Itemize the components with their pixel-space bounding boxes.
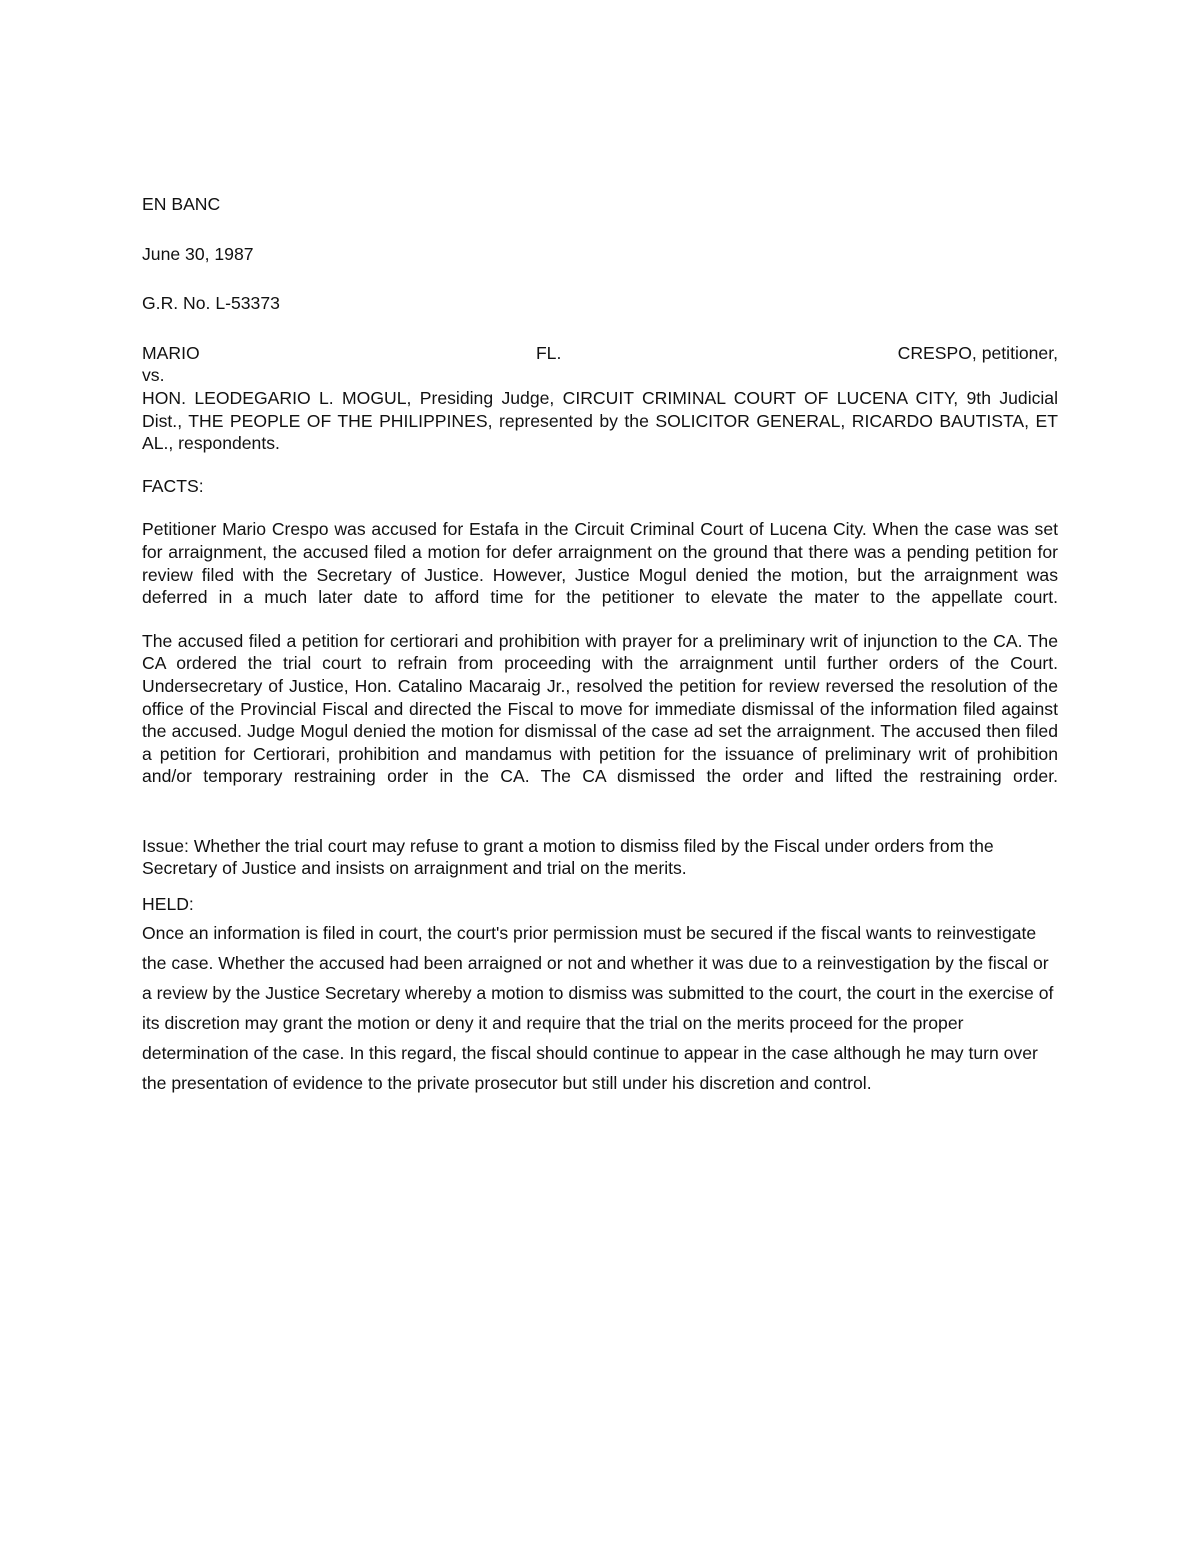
document-page [142,193,1058,1098]
respondents-caption: HON. LEODEGARIO L. MOGUL, Presiding Judge, CIRCUIT CRIMINAL COURT OF LUCENA CITY, 9th Judicial Dist., THE PEOPLE OF THE PHILIPPINES, represented by the SOLICITOR GENERAL, RICARDO BAUTISTA, ET AL., respondents. [142,387,1058,454]
petitioner-first-name: MARIO [142,342,200,363]
held-paragraph: Once an information is filed in court, the court's prior permission must be secured if the fiscal wants to reinvestigate the case. Whether the accused had been arraigned or not and whether it was due to a reinvestigation by the fiscal or a review by the Justice Secretary whereby a motion to dismiss was submitted to the court, the court in the exercise of its discretion may grant the motion or deny it and require that the trial on the merits proceed for the proper determination of the case. In this regard, the fiscal should continue to appear in the case although he may turn over the presentation of evidence to the private prosecutor but still under his discretion and control. [142,922,1054,1093]
facts-paragraph-2: The accused filed a petition for certiorari and prohibition with prayer for a preliminary writ of injunction to the CA. The CA ordered the trial court to refrain from proceeding with the arraignment until further orders of the Court. Undersecretary of Justice, Hon. Catalino Macaraig Jr., resolved the petition for review reversed the resolution of the office of the Provincial Fiscal and directed the Fiscal to move for immediate dismissal of the information filed against the accused. Judge Mogul denied the motion for dismissal of the case ad set the arraignment. The accused then filed a petition for Certiorari, prohibition and mandamus with petition for the issuance of preliminary writ of prohibition and/or temporary restraining order in the CA. The CA dismissed the order and lifted the restraining order. [142,630,1058,787]
petitioner-last-name: CRESPO, petitioner, [897,342,1058,363]
held-heading: HELD: [142,894,194,915]
case-number: G.R. No. L-53373 [142,293,280,314]
versus-label: vs. [142,365,165,386]
petitioner-middle-initial: FL. [535,342,562,363]
decision-date: June 30, 1987 [142,243,254,264]
facts-heading: FACTS: [142,475,204,496]
issue-paragraph: Issue: Whether the trial court may refuse to grant a motion to dismiss filed by the Fiscal under orders from the Secretary of Justice and insists on arraignment and trial on the merits. [142,835,994,879]
facts-paragraph-1: Petitioner Mario Crespo was accused for Estafa in the Circuit Criminal Court of Lucena City. When the case was set for arraignment, the accused filed a motion for defer arraignment on the ground that there was a pending petition for review filed with the Secretary of Justice. However, Justice Mogul denied the motion, but the arraignment was deferred in a much later date to afford time for the petitioner to elevate the mater to the appellate court. [142,519,1058,608]
court-division: EN BANC [142,194,221,214]
petitioner-line [142,342,1058,365]
